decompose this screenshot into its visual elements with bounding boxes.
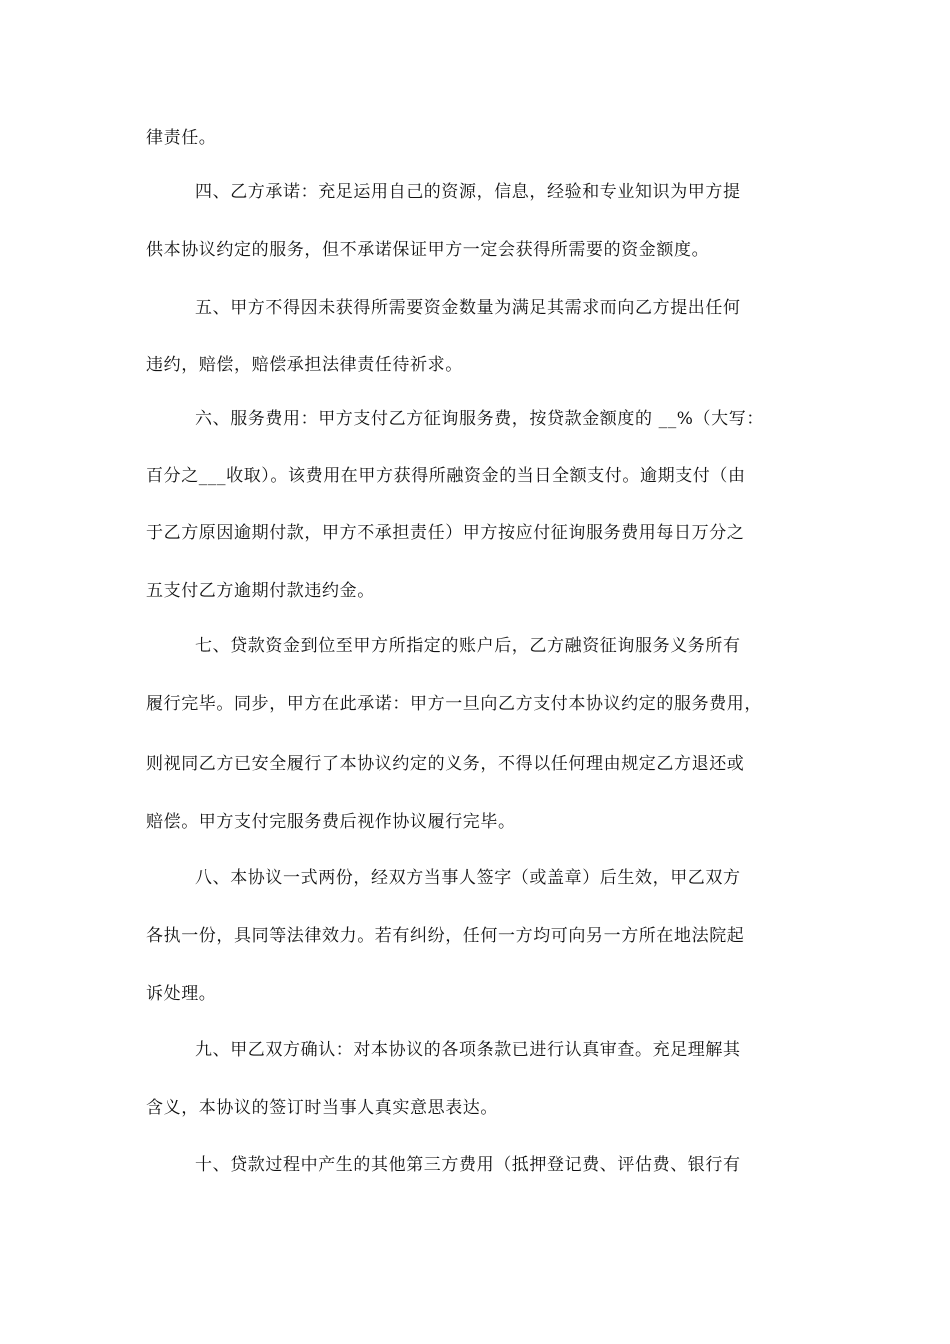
clause-8-line-2: 各执一份，具同等法律效力。若有纠纷，任何一方均可向另一方所在地法院起 xyxy=(146,926,745,946)
clause-6-line-1: 六、服务费用：甲方支付乙方征询服务费，按贷款金额度的 __%（大写： xyxy=(195,409,764,429)
text-line: 律责任。 xyxy=(146,128,217,148)
clause-4-line-1: 四、乙方承诺：充足运用自己的资源，信息，经验和专业知识为甲方提 xyxy=(195,182,741,202)
clause-5-line-2: 违约，赔偿，赔偿承担法律责任待祈求。 xyxy=(146,355,463,375)
clause-4-line-2: 供本协议约定的服务，但不承诺保证甲方一定会获得所需要的资金额度。 xyxy=(146,240,710,260)
clause-5-line-1: 五、甲方不得因未获得所需要资金数量为满足其需求而向乙方提出任何 xyxy=(195,298,741,318)
clause-7-line-3: 则视同乙方已安全履行了本协议约定的义务，不得以任何理由规定乙方退还或 xyxy=(146,754,745,774)
clause-9-line-1: 九、甲乙双方确认：对本协议的各项条款已进行认真审查。充足理解其 xyxy=(195,1040,741,1060)
clause-10-line-1: 十、贷款过程中产生的其他第三方费用（抵押登记费、评估费、银行有 xyxy=(195,1155,741,1175)
clause-9-line-2: 含义，本协议的签订时当事人真实意思表达。 xyxy=(146,1098,498,1118)
clause-8-line-3: 诉处理。 xyxy=(146,984,217,1004)
clause-6-line-3: 于乙方原因逾期付款，甲方不承担责任）甲方按应付征询服务费用每日万分之 xyxy=(146,523,745,543)
clause-7-line-2: 履行完毕。同步，甲方在此承诺：甲方一旦向乙方支付本协议约定的服务费用， xyxy=(146,694,762,714)
clause-7-line-1: 七、贷款资金到位至甲方所指定的账户后，乙方融资征询服务义务所有 xyxy=(195,636,741,656)
clause-6-line-4: 五支付乙方逾期付款违约金。 xyxy=(146,581,375,601)
clause-6-line-2: 百分之___收取）。该费用在甲方获得所融资金的当日全额支付。逾期支付（由 xyxy=(146,466,746,486)
clause-7-line-4: 赔偿。甲方支付完服务费后视作协议履行完毕。 xyxy=(146,812,516,832)
clause-8-line-1: 八、本协议一式两份，经双方当事人签字（或盖章）后生效，甲乙双方 xyxy=(195,868,741,888)
